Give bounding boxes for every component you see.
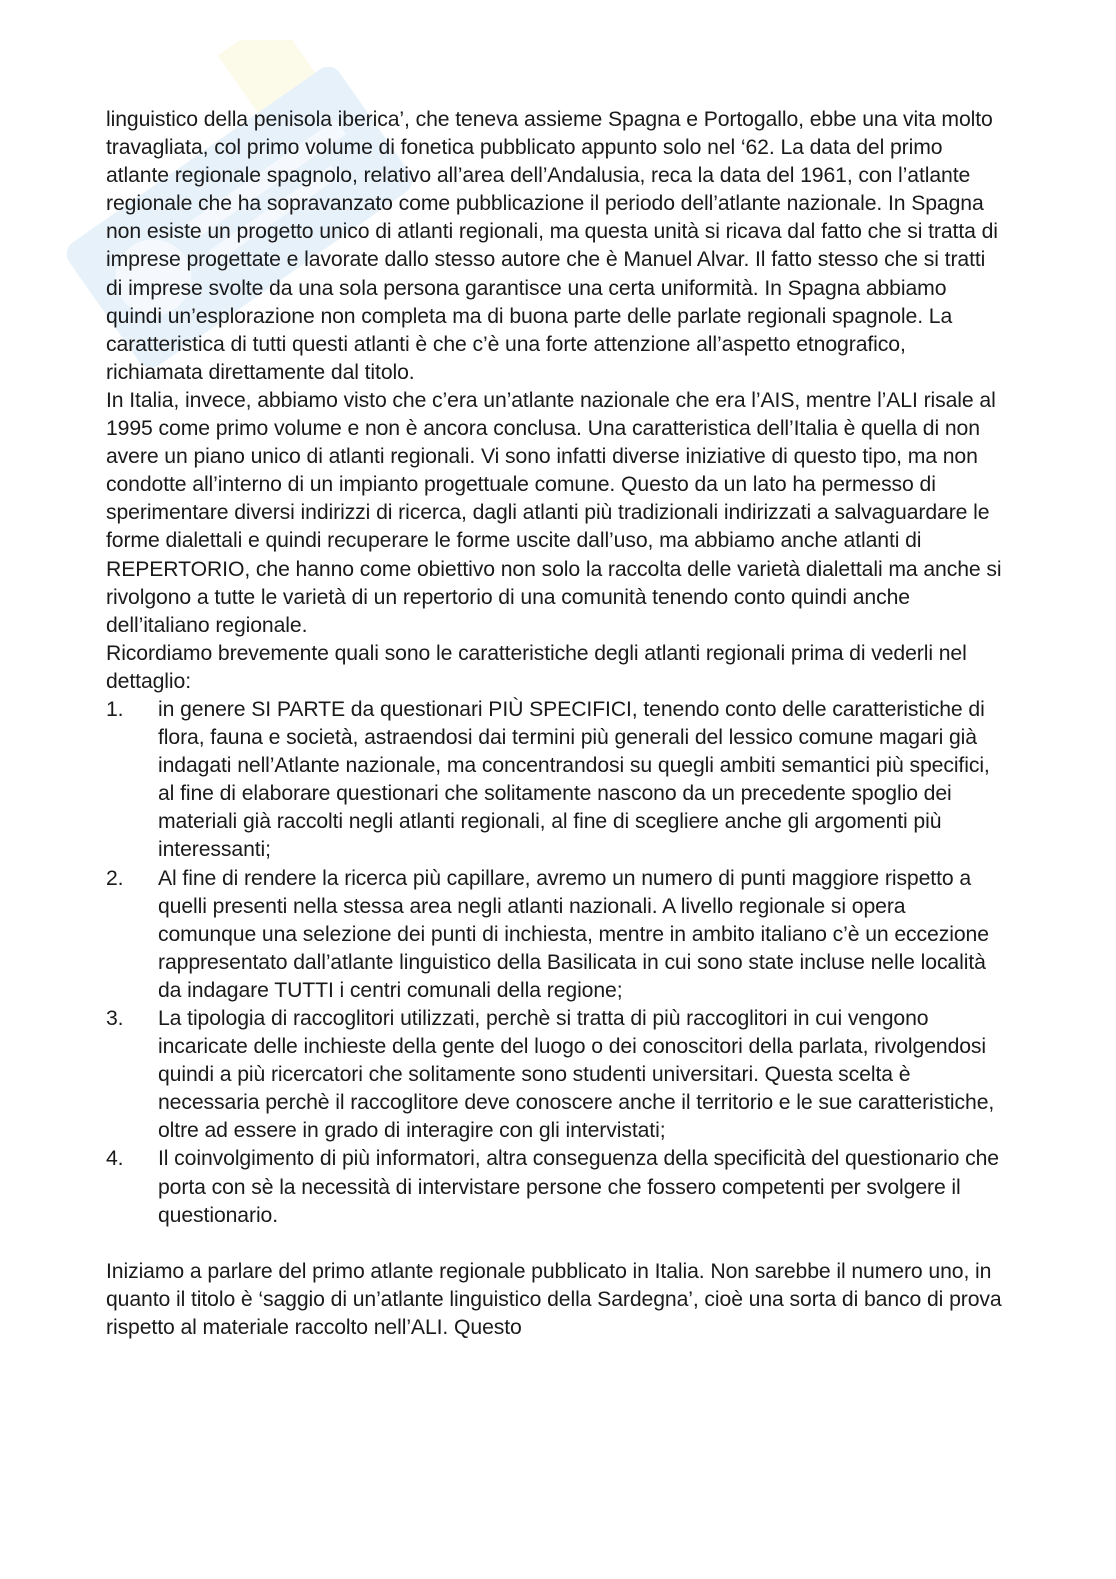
document-page: [106, 106, 1006, 1342]
list-item: [106, 696, 1006, 865]
closing-paragraph: Iniziamo a parlare del primo atlante regionale pubblicato in Italia. Non sarebbe il numero uno, in quanto il titolo è ‘saggio di un’atlante linguistico della Sardegna’, cioè una sorta di banco di prova rispetto al materiale raccolto nell’ALI. Questo: [106, 1259, 1002, 1339]
list-number: 3.: [106, 1007, 124, 1030]
list-number: 4.: [106, 1147, 124, 1171]
list-number: 2.: [106, 866, 124, 890]
list-text: Al fine di rendere la ricerca più capillare, avremo un numero di punti maggiore rispetto a quelli presenti nella stessa area negli atlanti nazionali. A livello regionale si opera comunque una selezione dei punti di inchiesta, mentre in ambito italiano c’è un eccezione rappresentato dall’atlante linguistico della Basilicata in cui sono state incluse nelle località da indagare TUTTI i centri comunali della regione;: [158, 866, 989, 1002]
intro-paragraph: linguistico della penisola iberica’, che teneva assieme Spagna e Portogallo, ebbe una vita molto travagliata, col primo volume di fonetica pubblicato appunto solo nel ‘62. La data del primo atlante regionale spagnolo, relativo all’area dell’Andalusia, reca la data del 1961, con l’atlante regionale che ha sopravanzato come pubblicazione il periodo dell’atlante nazionale. In Spagna non esiste un progetto unico di atlanti regionali, ma questa unità si ricava dal fatto che si tratta di imprese progettate e lavorate dallo stesso autore che è Manuel Alvar. Il fatto stesso che si tratti di imprese svolte da una sola persona garantisce una certa uniformità. In Spagna abbiamo quindi un’esplorazione non completa ma di buona parte delle parlate regionali spagnole. La caratteristica di tutti questi atlanti è che c’è una forte attenzione all’aspetto etnografico, richiamata direttamente dal titolo.: [106, 108, 998, 384]
characteristics-list: [106, 696, 1006, 1230]
list-item: [106, 1145, 1006, 1229]
list-item: [106, 865, 1006, 1005]
list-number: 1.: [106, 697, 124, 721]
italy-paragraph: In Italia, invece, abbiamo visto che c’era un’atlante nazionale che era l’AIS, mentre l’ALI risale al 1995 come primo volume e non è ancora conclusa. Una caratteristica dell’Italia è quella di non avere un piano unico di atlanti regionali. Vi sono infatti diverse iniziative di questo tipo, ma non condotte all’interno di un impianto progettuale comune. Questo da un lato ha permesso di sperimentare diversi indirizzi di ricerca, dagli atlanti più tradizionali indirizzati a salvaguardare le forme dialettali e quindi recuperare le forme uscite dall’uso, ma abbiamo anche atlanti di REPERTORIO, che hanno come obiettivo non solo la raccolta delle varietà dialettali ma anche si rivolgono a tutte le varietà di un repertorio di una comunità tenendo conto quindi anche dell’italiano regionale.: [106, 388, 1002, 637]
paragraph-spacer: [106, 1230, 1006, 1258]
list-text: in genere SI PARTE da questionari PIÙ SPECIFICI, tenendo conto delle caratteristiche di flora, fauna e società, astraendosi dai termini più generali del lessico comune magari già indagati nell’Atlante nazionale, ma concentrandosi su quegli ambiti semantici più specifici, al fine di elaborare questionari che solitamente nascono da un precedente spoglio dei materiali già raccolti negli atlanti regionali, al fine di scegliere anche gli argomenti più interessanti;: [158, 697, 990, 862]
list-text: Il coinvolgimento di più informatori, altra conseguenza della specificità del questionario che porta con sè la necessità di intervistare persone che fossero competenti per svolgere il questionario.: [158, 1147, 999, 1227]
list-text: La tipologia di raccoglitori utilizzati, perchè si tratta di più raccoglitori in cui vengono incaricate delle inchieste della gente del luogo o dei conoscitori della parlata, rivolgendosi quindi a più ricercatori che solitamente sono studenti universitari. Questa scelta è necessaria perchè il raccoglitore deve conoscere anche il territorio e le sue caratteristiche, oltre ad essere in grado di interagire con gli intervistati;: [158, 1007, 995, 1143]
list-item: [106, 1005, 1006, 1145]
list-intro: Ricordiamo brevemente quali sono le caratteristiche degli atlanti regionali prima di vederli nel dettaglio:: [106, 641, 967, 693]
